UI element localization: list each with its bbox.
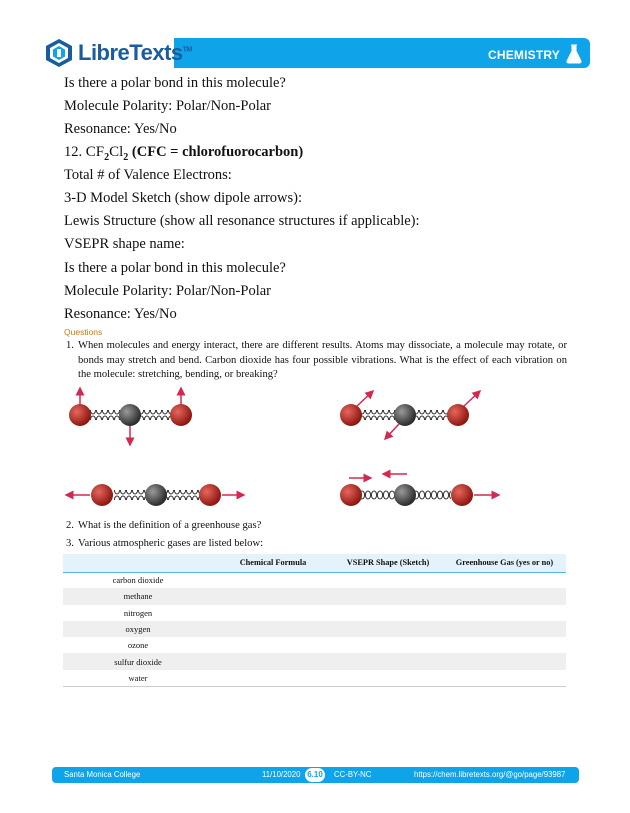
table-row	[63, 621, 566, 637]
logo-text: LibreTexts™	[78, 40, 192, 65]
molecule-polarity: Molecule Polarity: Polar/Non-Polar	[64, 98, 271, 114]
oxygen-atom	[451, 484, 473, 506]
answer-cell[interactable]	[443, 605, 566, 621]
carbon-atom	[394, 404, 416, 426]
table-header	[63, 554, 213, 572]
answer-cell[interactable]	[213, 572, 333, 588]
oxygen-atom	[340, 404, 362, 426]
motion-arrow	[357, 391, 373, 406]
table-row	[63, 588, 566, 604]
questions-heading: Questions	[64, 327, 103, 337]
answer-cell[interactable]	[213, 637, 333, 653]
footer-college: Santa Monica College	[64, 770, 141, 779]
motion-arrow	[464, 391, 480, 406]
oxygen-atom	[91, 484, 113, 506]
libretexts-logo-icon	[44, 38, 74, 68]
page-header	[44, 36, 590, 70]
table-header: Greenhouse Gas (yes or no)	[443, 554, 566, 572]
gas-name: water	[63, 670, 213, 686]
section-label: CHEMISTRY	[487, 48, 560, 62]
carbon-atom	[394, 484, 416, 506]
table-row	[63, 670, 566, 686]
carbon-atom	[119, 404, 141, 426]
motion-arrow	[385, 424, 399, 439]
gas-name: oxygen	[63, 621, 213, 637]
gas-name: carbon dioxide	[112, 575, 164, 586]
gas-name: nitrogen	[123, 607, 153, 618]
bond-spring	[88, 410, 124, 420]
bond-spring	[413, 490, 451, 500]
answer-cell[interactable]	[333, 572, 443, 588]
bond-spring	[114, 490, 148, 500]
bond-spring	[359, 410, 397, 420]
oxygen-atom	[447, 404, 469, 426]
gas-name: methane	[63, 588, 213, 604]
gas-name: sulfur dioxide	[63, 653, 213, 669]
co2-vibration-diagram-1	[60, 385, 200, 450]
oxygen-atom	[170, 404, 192, 426]
answer-cell[interactable]	[213, 653, 333, 669]
resonance: Resonance: Yes/No	[64, 121, 177, 137]
table-header-row	[63, 554, 566, 572]
table-row	[63, 605, 566, 621]
question-1: 1. When molecules and energy interact, there are different results. Atoms may dissociate, a molecule may rotate, or bonds may stretch and bend. Carbon dioxide has four possible vibrations. What is the effect of each vibration on the molecule: stretching, bending, or breaking?	[66, 340, 567, 381]
page-footer	[52, 767, 579, 783]
footer-date: 11/10/2020	[262, 770, 301, 779]
valence-electrons: Total # of Valence Electrons:	[64, 167, 232, 183]
answer-cell[interactable]	[213, 670, 333, 686]
page-number-badge: 6.10	[305, 768, 325, 782]
oxygen-atom	[340, 484, 362, 506]
co2-vibration-diagram-4	[335, 470, 505, 515]
answer-cell[interactable]	[333, 621, 443, 637]
answer-cell[interactable]	[443, 621, 566, 637]
table-row	[63, 637, 566, 653]
table-header: Chemical Formula	[213, 554, 333, 572]
question-2: 2. What is the definition of a greenhouse gas?	[66, 520, 262, 531]
header-bar	[174, 38, 590, 68]
item-12-title: 12. $CF_2Cl_2$ (CFC = chlorofuorocarbon)	[64, 144, 304, 163]
answer-cell[interactable]	[333, 653, 443, 669]
answer-cell[interactable]	[213, 605, 333, 621]
answer-cell[interactable]	[333, 637, 443, 653]
answer-cell[interactable]	[213, 588, 333, 604]
answer-cell[interactable]	[443, 670, 566, 686]
atmospheric-gases-table	[63, 554, 566, 687]
molecule-polarity: Molecule Polarity: Polar/Non-Polar	[64, 283, 271, 299]
polar-bond-question: Is there a polar bond in this molecule?	[64, 75, 286, 91]
answer-cell[interactable]	[443, 637, 566, 653]
bond-spring	[413, 410, 451, 420]
gas-name: ozone	[127, 640, 149, 651]
footer-license: CC-BY-NC	[334, 770, 372, 779]
answer-cell[interactable]	[443, 588, 566, 604]
answer-cell[interactable]	[333, 670, 443, 686]
lewis-structure: Lewis Structure (show all resonance structures if applicable):	[64, 213, 420, 229]
co2-vibration-diagram-2	[335, 385, 485, 445]
question-3: 3. Various atmospheric gases are listed below:	[66, 538, 264, 549]
oxygen-atom	[69, 404, 91, 426]
model-sketch: 3-D Model Sketch (show dipole arrows):	[64, 190, 302, 206]
answer-cell[interactable]	[443, 572, 566, 588]
answer-cell[interactable]	[443, 653, 566, 669]
flask-icon	[566, 44, 582, 64]
table-row	[63, 572, 566, 588]
vsepr-shape-name: VSEPR shape name:	[64, 236, 185, 252]
co2-vibration-diagram-3	[60, 475, 250, 515]
footer-url[interactable]: https://chem.libretexts.org/@go/page/93987	[414, 770, 566, 779]
answer-cell[interactable]	[333, 588, 443, 604]
carbon-atom	[145, 484, 167, 506]
table-header: VSEPR Shape (Sketch)	[333, 554, 443, 572]
resonance: Resonance: Yes/No	[64, 306, 177, 322]
table-row	[63, 653, 566, 669]
bond-spring	[164, 490, 200, 500]
libretexts-logo[interactable]	[44, 36, 192, 70]
answer-cell[interactable]	[213, 621, 333, 637]
answer-cell[interactable]	[333, 605, 443, 621]
oxygen-atom	[199, 484, 221, 506]
polar-bond-question: Is there a polar bond in this molecule?	[64, 260, 286, 276]
bond-spring	[359, 490, 397, 500]
